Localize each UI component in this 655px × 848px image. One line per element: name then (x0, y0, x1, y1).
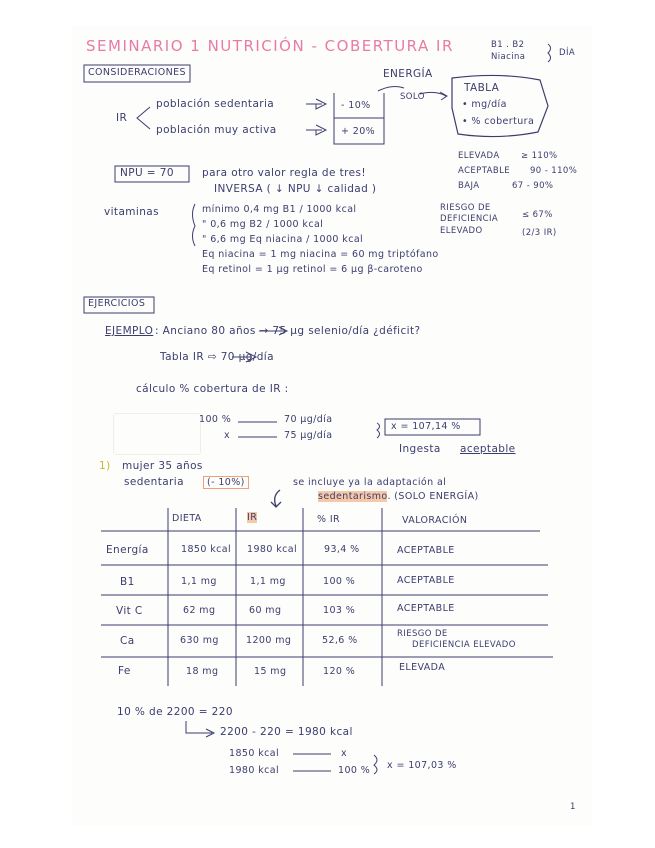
arrow-right-icon (306, 125, 326, 135)
page-title: SEMINARIO 1 NUTRICIÓN - COBERTURA IR (86, 37, 454, 55)
ejemplo-text: : Anciano 80 años → 75 μg selenio/día ¿déficit? (155, 325, 421, 337)
table-header-dieta: DIETA (172, 513, 202, 524)
page-number: 1 (570, 802, 576, 812)
calculo-line: cálculo % cobertura de IR : (136, 383, 289, 395)
vitamin-b1-line: mínimo 0,4 mg B1 / 1000 kcal (202, 204, 357, 215)
row-name: B1 (120, 576, 135, 588)
calc-result: x = 107,03 % (387, 760, 457, 771)
row-name: Energía (106, 544, 149, 556)
ir-label: IR (116, 112, 128, 124)
solo-label: SOLO (400, 92, 425, 102)
ingesta-valoracion: aceptable (460, 443, 516, 455)
energia-label: ENERGÍA (383, 68, 433, 80)
row-ir: 1,1 mg (250, 576, 286, 587)
row-valoracion: ACEPTABLE (397, 575, 455, 586)
riesgo-value: ≤ 67% (522, 210, 553, 220)
poblacion-activa: población muy activa (156, 124, 277, 136)
arrow-right-icon (306, 99, 326, 109)
row-valoracion: ACEPTABLE (397, 603, 455, 614)
row-name: Ca (120, 635, 135, 647)
calc-row1-left: 1850 kcal (229, 748, 279, 759)
row-dieta: 1850 kcal (181, 544, 231, 555)
vitamin-niacina-line: " 6,6 mg Eq niacina / 1000 kcal (202, 234, 364, 245)
row-name: Vit C (116, 605, 143, 617)
proportion-row1-left: 100 % (199, 414, 232, 425)
proportion-row1-right: 70 μg/día (284, 414, 333, 425)
minus-10-percent: - 10% (341, 100, 371, 111)
ingesta-label: Ingesta (399, 443, 441, 455)
calc-row2-right: 100 % (338, 765, 371, 776)
calc-line1: 10 % de 2200 = 220 (117, 706, 233, 718)
tabla-label: TABLA (464, 82, 500, 94)
ir-bracket-icon (137, 107, 150, 129)
corner-note-b1-b2: B1 . B2 (491, 40, 525, 50)
row-pct: 100 % (323, 576, 356, 587)
row-ir: 15 mg (254, 666, 287, 677)
row-pct: 120 % (323, 666, 356, 677)
row-pct: 52,6 % (322, 635, 358, 646)
calc-line2: 2200 - 220 = 1980 kcal (220, 726, 353, 738)
npu-note-line2: INVERSA ( ↓ NPU ↓ calidad ) (214, 183, 377, 195)
npu-label: NPU = 70 (120, 167, 174, 179)
row-dieta: 62 mg (183, 605, 216, 616)
table-header-ir: IR (247, 512, 258, 523)
tabla-item-cobertura: • % cobertura (462, 116, 535, 127)
row-dieta: 630 mg (180, 635, 219, 646)
row-ir: 1980 kcal (247, 544, 297, 555)
baja-value: 67 - 90% (512, 181, 554, 191)
tabla-item-mgdia: • mg/día (462, 99, 507, 110)
riesgo-label-line2: DEFICIENCIA (440, 214, 499, 224)
row-valoracion: ELEVADA (399, 662, 446, 673)
riesgo-note: (2/3 IR) (522, 228, 557, 238)
corner-note-dia: DÍA (559, 48, 576, 58)
elevada-label: ELEVADA (458, 151, 500, 161)
exercise-number: 1) (99, 460, 111, 472)
exercise-subject-line1: mujer 35 años (122, 460, 203, 472)
proportion-row2-right: 75 μg/día (284, 430, 333, 441)
exercise-subject-line2: sedentaria (124, 476, 184, 488)
npu-note-line1: para otro valor regla de tres! (202, 167, 366, 179)
table-header-valoracion: VALORACIÓN (402, 515, 468, 526)
vitamin-b2-line: " 0,6 mg B2 / 1000 kcal (202, 219, 324, 230)
section-heading-consideraciones: CONSIDERACIONES (88, 67, 186, 78)
row-dieta: 18 mg (186, 666, 219, 677)
corner-note-niacina: Niacina (491, 52, 526, 62)
row-valoracion-line2: DEFICIENCIA ELEVADO (412, 640, 516, 650)
section-heading-ejercicios: EJERCICIOS (88, 298, 146, 309)
ejemplo-label: EJEMPLO (105, 325, 154, 337)
poblacion-sedentaria: población sedentaria (156, 98, 275, 110)
plus-20-percent: + 20% (341, 126, 376, 137)
eq-retinol-line: Eq retinol = 1 μg retinol = 6 μg β-caroteno (202, 264, 423, 275)
calc-row1-right: x (341, 748, 348, 759)
exercise-note-line1: se incluye ya la adaptación al (293, 477, 447, 488)
aceptable-label: ACEPTABLE (458, 166, 510, 176)
row-pct: 93,4 % (324, 544, 360, 555)
proportion-row2-left: x (224, 430, 231, 441)
calc-row2-left: 1980 kcal (229, 765, 279, 776)
row-pct: 103 % (323, 605, 356, 616)
row-name: Fe (118, 665, 131, 677)
elevada-value: ≥ 110% (521, 151, 558, 161)
sedentarismo-highlight: sedentarismo (318, 491, 388, 502)
baja-label: BAJA (458, 181, 480, 191)
tabla-ir-line: Tabla IR ⇨ 70 μg/día (160, 351, 274, 363)
minus-10-highlight: (- 10%) (203, 476, 249, 489)
eq-niacina-line: Eq niacina = 1 mg niacina = 60 mg triptófano (202, 249, 439, 260)
riesgo-label-line1: RIESGO DE (440, 203, 491, 213)
row-valoracion: ACEPTABLE (397, 545, 455, 556)
row-ir: 60 mg (249, 605, 282, 616)
row-ir: 1200 mg (246, 635, 292, 646)
table-header-pct-ir: % IR (317, 514, 341, 525)
exercise-note-line2: . (SOLO ENERGÍA) (387, 491, 479, 502)
proportion-result: x = 107,14 % (391, 421, 461, 432)
vitaminas-label: vitaminas (104, 206, 159, 218)
riesgo-label-line3: ELEVADO (440, 226, 483, 236)
row-valoracion: RIESGO DE (397, 629, 448, 639)
aceptable-value: 90 - 110% (530, 166, 578, 176)
row-dieta: 1,1 mg (181, 576, 217, 587)
